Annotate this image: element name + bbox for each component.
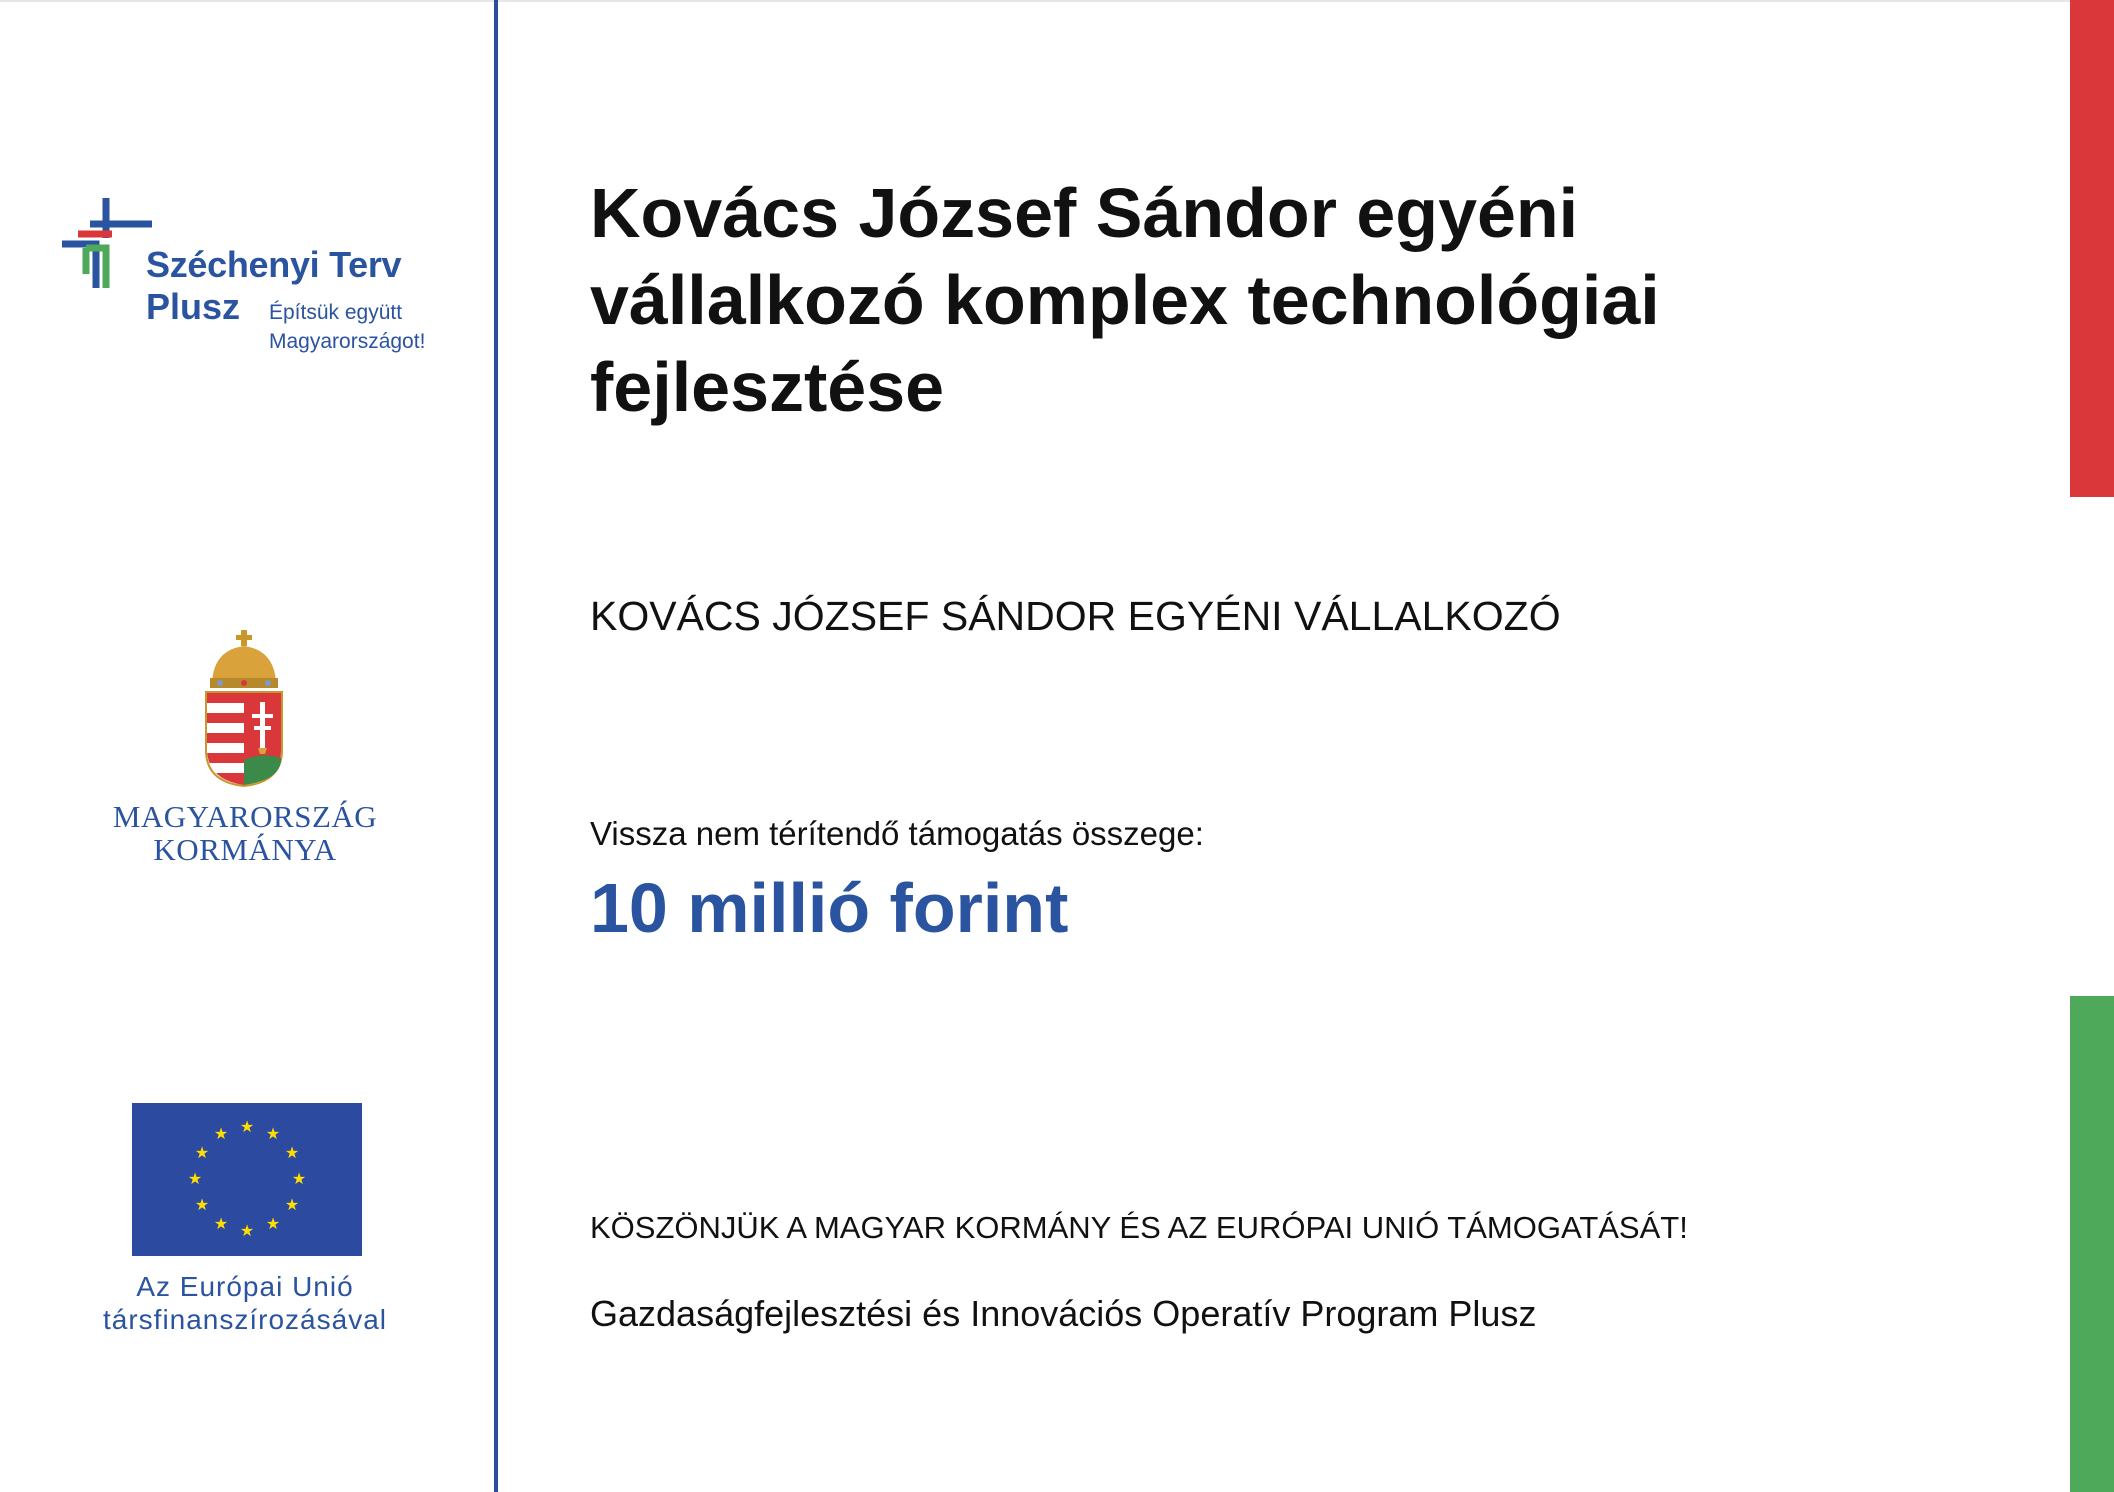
eu-cofinancing-label [60, 1270, 430, 1336]
government-line-2: KORMÁNYA [153, 832, 337, 867]
svg-text:★: ★ [187, 1169, 203, 1188]
eu-flag-icon [132, 1103, 362, 1256]
svg-text:★: ★ [265, 1214, 281, 1233]
szechenyi-plusz: Plusz [146, 286, 241, 327]
svg-text:★: ★ [239, 1117, 255, 1136]
svg-text:★: ★ [213, 1124, 229, 1143]
government-label [60, 800, 430, 866]
svg-text:★: ★ [239, 1221, 255, 1240]
government-line-1: MAGYARORSZÁG [112, 799, 378, 834]
svg-text:★: ★ [194, 1143, 210, 1162]
top-rule [0, 0, 2114, 2]
svg-text:★: ★ [291, 1169, 307, 1188]
vertical-divider [494, 0, 498, 1492]
slogan-line-2: Magyarországot! [269, 330, 426, 353]
szechenyi-title: Széchenyi Terv [146, 244, 402, 285]
grant-amount: 10 millió forint [590, 869, 1069, 947]
slogan-line-1: Építsük együtt [269, 301, 403, 324]
szechenyi-terv-logo [56, 198, 456, 358]
hungarian-coat-of-arms-icon [204, 630, 284, 790]
flag-stripe-green [2070, 996, 2114, 1492]
svg-text:★: ★ [213, 1214, 229, 1233]
grant-amount-label: Vissza nem térítendő támogatás összege: [590, 815, 1204, 852]
eu-line-2: társfinanszírozásával [102, 1304, 387, 1335]
program-name: Gazdaságfejlesztési és Innovációs Operatív Program Plusz [590, 1293, 1537, 1334]
flag-stripe-red [2070, 0, 2114, 497]
project-title: Kovács József Sándor egyéni vállalkozó komplex technológiai fejlesztése [590, 174, 1660, 426]
szechenyi-slogan [269, 298, 425, 356]
eu-line-1: Az Európai Unió [136, 1271, 354, 1302]
thanks-text: KÖSZÖNJÜK A MAGYAR KORMÁNY ÉS AZ EURÓPAI UNIÓ TÁMOGATÁSÁT! [590, 1210, 1688, 1245]
svg-text:★: ★ [194, 1195, 210, 1214]
svg-text:★: ★ [265, 1124, 281, 1143]
svg-text:★: ★ [284, 1195, 300, 1214]
szechenyi-plus-icon [56, 198, 152, 294]
beneficiary-name: KOVÁCS JÓZSEF SÁNDOR EGYÉNI VÁLLALKOZÓ [590, 593, 1561, 639]
svg-text:★: ★ [284, 1143, 300, 1162]
